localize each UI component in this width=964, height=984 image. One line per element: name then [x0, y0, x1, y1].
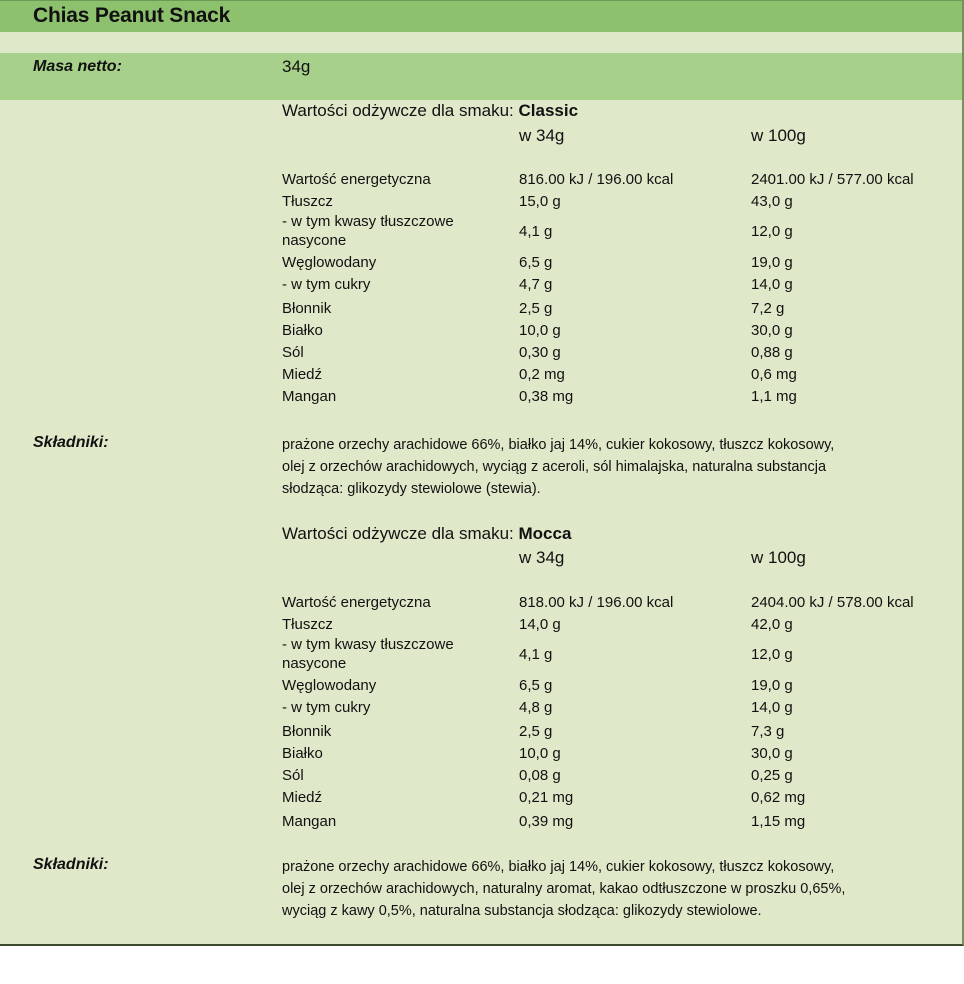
value-100g: 42,0 g	[751, 616, 793, 633]
value-34g: 818.00 kJ / 196.00 kcal	[519, 594, 674, 611]
ingredients-text	[282, 434, 922, 500]
value-34g: 4,7 g	[519, 276, 553, 293]
value-34g: 6,5 g	[519, 677, 553, 694]
value-34g: 0,39 mg	[519, 813, 574, 830]
value-100g: 43,0 g	[751, 193, 793, 210]
column-header-34g: w 34g	[519, 126, 565, 145]
value-34g: 2,5 g	[519, 300, 553, 317]
value-34g: 0,38 mg	[519, 388, 574, 405]
value-100g: 14,0 g	[751, 276, 793, 293]
row-label: Mangan	[282, 813, 337, 830]
row-label: Mangan	[282, 388, 337, 405]
value-100g: 19,0 g	[751, 677, 793, 694]
row-label: Białko	[282, 322, 323, 339]
value-34g: 2,5 g	[519, 723, 553, 740]
nutrition-heading	[282, 524, 571, 544]
row-label: Błonnik	[282, 300, 332, 317]
flavor-name: Classic	[518, 101, 579, 120]
ingredients-line: prażone orzechy arachidowe 66%, białko jaj 14%, cukier kokosowy, tłuszcz kokosowy,	[282, 859, 835, 875]
ingredients-text	[282, 856, 922, 922]
value-100g: 0,6 mg	[751, 366, 797, 383]
spacer-band	[0, 32, 962, 53]
nutrition-heading-prefix: Wartości odżywcze dla smaku:	[282, 524, 519, 543]
ingredients-label: Składniki:	[33, 434, 109, 451]
value-34g: 0,2 mg	[519, 366, 565, 383]
row-label: Sól	[282, 767, 304, 784]
ingredients-line: wyciąg z kawy 0,5%, naturalna substancja słodząca: glikozydy stewiolowe.	[282, 903, 762, 919]
row-label: Wartość energetyczna	[282, 594, 431, 611]
row-label-continued: nasycone	[282, 232, 347, 249]
value-34g: 4,1 g	[519, 646, 553, 663]
value-100g: 0,88 g	[751, 344, 793, 361]
row-label-continued: nasycone	[282, 655, 347, 672]
row-label: Węglowodany	[282, 254, 377, 271]
value-34g: 816.00 kJ / 196.00 kcal	[519, 171, 674, 188]
value-34g: 10,0 g	[519, 745, 561, 762]
ingredients-label: Składniki:	[33, 856, 109, 873]
value-100g: 14,0 g	[751, 699, 793, 716]
product-title: Chias Peanut Snack	[33, 4, 231, 27]
value-100g: 12,0 g	[751, 223, 793, 240]
row-label: Tłuszcz	[282, 616, 333, 633]
ingredients-line: słodząca: glikozydy stewiolowe (stewia).	[282, 481, 541, 497]
value-34g: 10,0 g	[519, 322, 561, 339]
row-label: - w tym kwasy tłuszczowe	[282, 636, 454, 653]
title-bar	[0, 0, 962, 32]
net-mass-label: Masa netto:	[33, 58, 122, 75]
value-100g: 30,0 g	[751, 322, 793, 339]
value-100g: 2404.00 kJ / 578.00 kcal	[751, 594, 914, 611]
value-34g: 0,08 g	[519, 767, 561, 784]
nutrition-heading	[282, 101, 578, 121]
value-100g: 1,15 mg	[751, 813, 806, 830]
value-34g: 6,5 g	[519, 254, 553, 271]
row-label: Miedź	[282, 366, 323, 383]
ingredients-line: olej z orzechów arachidowych, wyciąg z aceroli, sól himalajska, naturalna substancja	[282, 459, 827, 475]
value-100g: 19,0 g	[751, 254, 793, 271]
row-label: - w tym cukry	[282, 699, 371, 716]
value-34g: 0,21 mg	[519, 789, 574, 806]
nutrition-heading-prefix: Wartości odżywcze dla smaku:	[282, 101, 519, 120]
column-header-34g: w 34g	[519, 548, 565, 567]
value-100g: 0,62 mg	[751, 789, 806, 806]
row-label: Sól	[282, 344, 304, 361]
value-100g: 30,0 g	[751, 745, 793, 762]
net-mass-band	[0, 53, 962, 100]
flavor-name: Mocca	[518, 524, 572, 543]
net-mass-value: 34g	[282, 57, 311, 76]
row-label: Błonnik	[282, 723, 332, 740]
row-label: Wartość energetyczna	[282, 171, 431, 188]
row-label: Węglowodany	[282, 677, 377, 694]
value-100g: 7,2 g	[751, 300, 785, 317]
value-34g: 4,1 g	[519, 223, 553, 240]
value-34g: 14,0 g	[519, 616, 561, 633]
value-100g: 0,25 g	[751, 767, 793, 784]
value-100g: 7,3 g	[751, 723, 785, 740]
row-label: Tłuszcz	[282, 193, 333, 210]
column-header-100g: w 100g	[751, 126, 806, 145]
value-100g: 1,1 mg	[751, 388, 797, 405]
value-100g: 2401.00 kJ / 577.00 kcal	[751, 171, 914, 188]
row-label: - w tym cukry	[282, 276, 371, 293]
value-34g: 15,0 g	[519, 193, 561, 210]
row-label: Białko	[282, 745, 323, 762]
ingredients-line: prażone orzechy arachidowe 66%, białko jaj 14%, cukier kokosowy, tłuszcz kokosowy,	[282, 437, 835, 453]
value-34g: 4,8 g	[519, 699, 553, 716]
value-100g: 12,0 g	[751, 646, 793, 663]
value-34g: 0,30 g	[519, 344, 561, 361]
row-label: Miedź	[282, 789, 323, 806]
row-label: - w tym kwasy tłuszczowe	[282, 213, 454, 230]
column-header-100g: w 100g	[751, 548, 806, 567]
ingredients-line: olej z orzechów arachidowych, naturalny aromat, kakao odtłuszczone w proszku 0,65%,	[282, 881, 846, 897]
